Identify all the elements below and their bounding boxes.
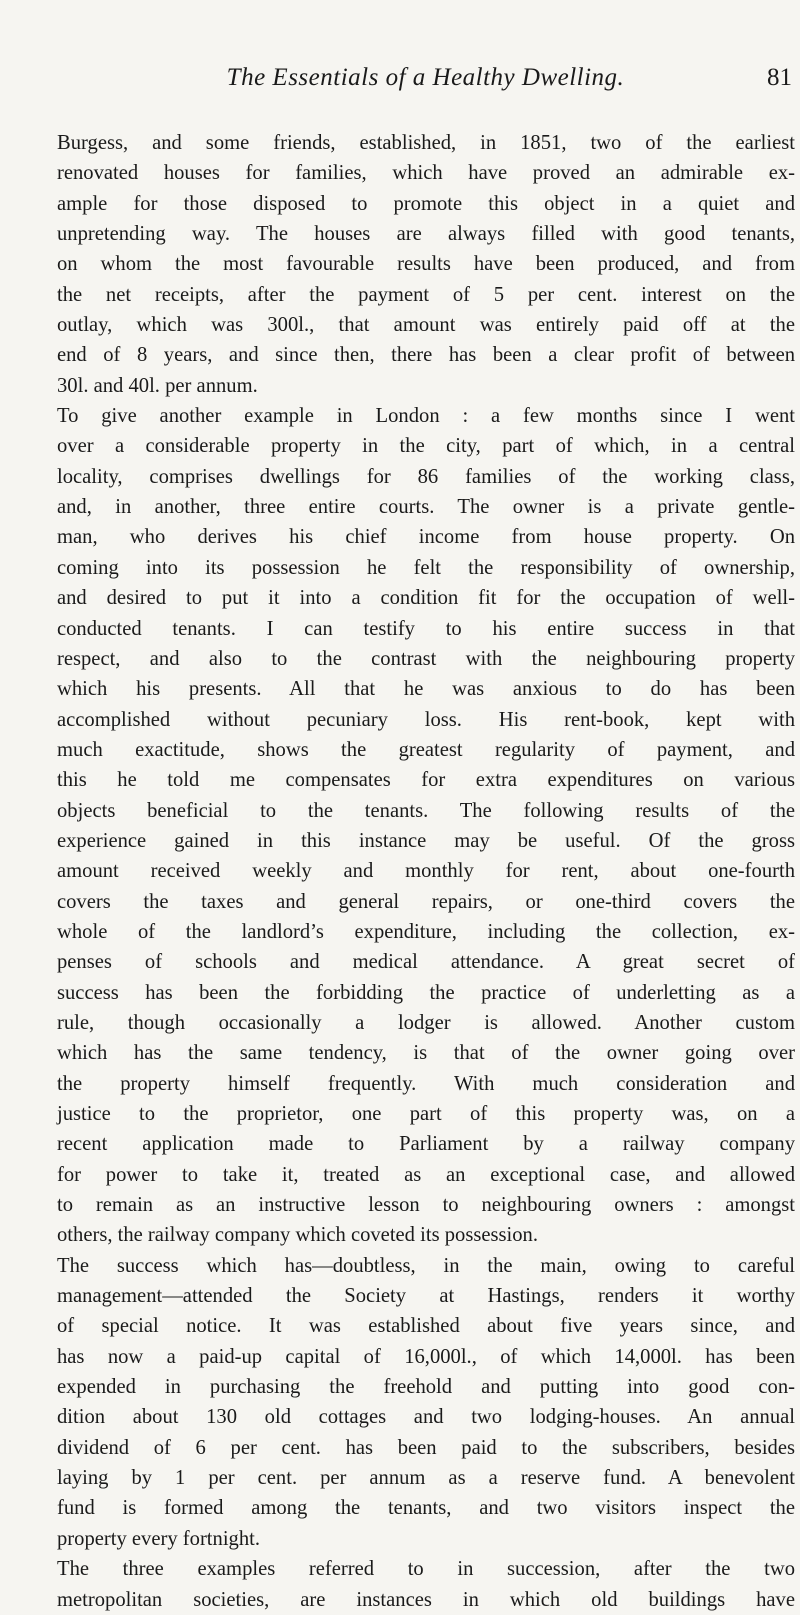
text-line: management—attended the Society at Hastings, renders it worthy (57, 1285, 795, 1308)
text-line: and desired to put it into a condition fit for the occupation of well- (57, 587, 795, 610)
text-line: conducted tenants. I can testify to his entire success in that (57, 617, 795, 640)
text-line: this he told me compensates for extra expenditures on various (57, 769, 795, 792)
text-line: respect, and also to the contrast with the neighbouring property (57, 647, 795, 670)
text-line: metropolitan societies, are instances in which old buildings have (57, 1588, 795, 1611)
text-line: which has the same tendency, is that of the owner going over (57, 1042, 795, 1065)
text-line: and, in another, three entire courts. The owner is a private gentle- (57, 496, 795, 519)
text-line: renovated houses for families, which have proved an admirable ex- (57, 162, 795, 185)
text-line: man, who derives his chief income from house property. On (57, 526, 795, 549)
text-line: coming into its possession he felt the responsibility of ownership, (57, 556, 795, 579)
text-line: expended in purchasing the freehold and putting into good con- (57, 1376, 795, 1399)
text-line: amount received weekly and monthly for rent, about one-fourth (57, 860, 795, 883)
text-line: over a considerable property in the city, part of which, in a central (57, 435, 795, 458)
text-line: fund is formed among the tenants, and two visitors inspect the (57, 1497, 795, 1520)
text-line: penses of schools and medical attendance. A great secret of (57, 951, 795, 974)
text-line: objects beneficial to the tenants. The following results of the (57, 799, 795, 822)
text-line: whole of the landlord’s expenditure, including the collection, ex- (57, 920, 795, 943)
text-line: outlay, which was 300l., that amount was entirely paid off at the (57, 314, 795, 337)
text-line: justice to the proprietor, one part of this property was, on a (57, 1103, 795, 1125)
text-line: accomplished without pecuniary loss. His rent-book, kept with (57, 708, 795, 731)
page-number: 81 (767, 64, 792, 91)
text-line: 30l. and 40l. per annum. (57, 374, 258, 397)
text-line: on whom the most favourable results have been produced, and from (57, 253, 795, 276)
text-line: others, the railway company which coveted its possession. (57, 1224, 538, 1247)
text-line: covers the taxes and general repairs, or one-third covers the (57, 890, 795, 913)
text-line: the property himself frequently. With much consideration and (57, 1072, 795, 1095)
text-line: The three examples referred to in succession, after the two (57, 1558, 795, 1581)
body-text (57, 128, 795, 1615)
text-line: dition about 130 old cottages and two lodging-houses. An annual (57, 1406, 795, 1429)
text-line: ample for those disposed to promote this object in a quiet and (57, 192, 795, 215)
text-line: to remain as an instructive lesson to neighbouring owners : amongst (57, 1194, 795, 1217)
text-line: rule, though occasionally a lodger is allowed. Another custom (57, 1011, 795, 1034)
text-line: for power to take it, treated as an exceptional case, and allowed (57, 1163, 795, 1186)
text-line: end of 8 years, and since then, there has been a clear profit of between (57, 344, 795, 367)
text-line: dividend of 6 per cent. has been paid to the subscribers, besides (57, 1436, 795, 1459)
running-title: The Essentials of a Healthy Dwelling. (226, 64, 625, 91)
text-line: laying by 1 per cent. per annum as a reserve fund. A benevolent (57, 1467, 795, 1490)
text-line: the net receipts, after the payment of 5 per cent. interest on the (57, 283, 795, 306)
text-line: Burgess, and some friends, established, in 1851, two of the earliest (57, 132, 795, 154)
text-line: recent application made to Parliament by a railway company (57, 1133, 795, 1156)
text-line: The success which has—doubtless, in the main, owing to careful (57, 1254, 795, 1277)
text-line: which his presents. All that he was anxious to do has been (57, 678, 795, 701)
text-line: To give another example in London : a few months since I went (57, 405, 795, 428)
text-line: of special notice. It was established about five years since, and (57, 1315, 795, 1338)
text-line: locality, comprises dwellings for 86 families of the working class, (57, 465, 795, 488)
text-line: experience gained in this instance may be useful. Of the gross (57, 829, 795, 852)
text-line: has now a paid-up capital of 16,000l., of which 14,000l. has been (57, 1345, 795, 1368)
text-line: property every fortnight. (57, 1527, 261, 1550)
text-line: unpretending way. The houses are always filled with good tenants, (57, 223, 795, 246)
text-line: success has been the forbidding the practice of underletting as a (57, 981, 795, 1004)
text-line: much exactitude, shows the greatest regularity of payment, and (57, 738, 795, 761)
page-header (55, 64, 796, 96)
